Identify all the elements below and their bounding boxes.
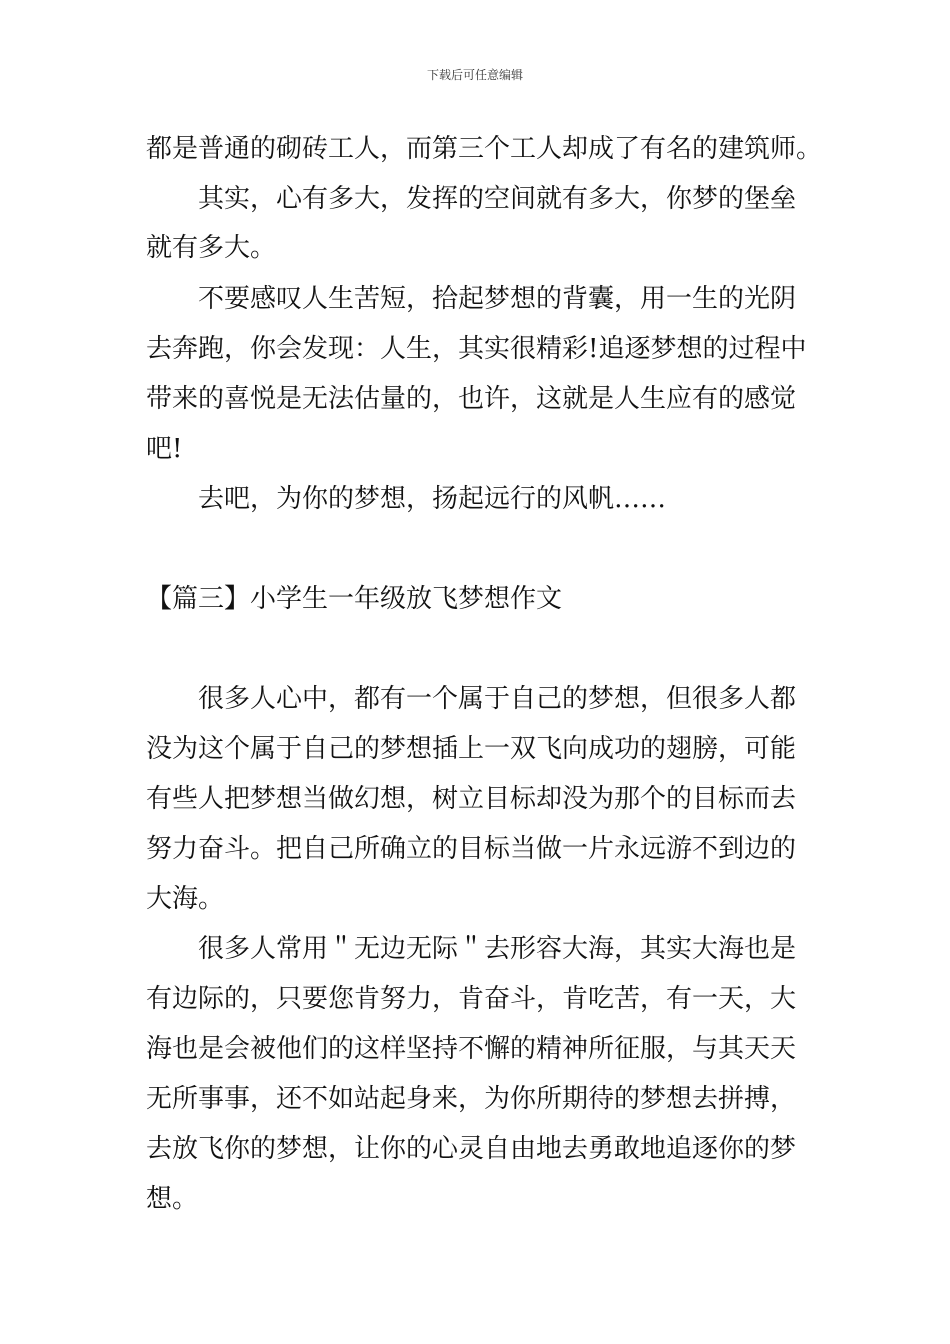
text-line: 去奔跑，你会发现：人生，其实很精彩!追逐梦想的过程中	[146, 334, 807, 364]
section-heading: 【篇三】小学生一年级放飞梦想作文	[146, 584, 563, 614]
text-line: 努力奋斗。把自己所确立的目标当做一片永远游不到边的	[146, 834, 797, 864]
text-line: 很多人心中，都有一个属于自己的梦想，但很多人都	[198, 684, 797, 714]
text-line: 有边际的，只要您肯努力，肯奋斗，肯吃苦，有一天，大	[146, 984, 797, 1014]
text-line: 无所事事，还不如站起身来，为你所期待的梦想去拼搏，	[146, 1084, 797, 1114]
text-line: 海也是会被他们的这样坚持不懈的精神所征服，与其天天	[146, 1034, 797, 1064]
text-line: 吧!	[146, 434, 183, 464]
text-line: 带来的喜悦是无法估量的，也许，这就是人生应有的感觉	[146, 384, 797, 414]
text-line: 不要感叹人生苦短，拾起梦想的背囊，用一生的光阴	[198, 284, 797, 314]
text-line: 去吧，为你的梦想，扬起远行的风帆……	[198, 484, 667, 514]
text-line: 都是普通的砌砖工人，而第三个工人却成了有名的建筑师。	[146, 134, 823, 164]
text-line: 去放飞你的梦想，让你的心灵自由地去勇敢地追逐你的梦	[146, 1134, 797, 1164]
text-line: 没为这个属于自己的梦想插上一双飞向成功的翅膀，可能	[146, 734, 797, 764]
text-line: 其实，心有多大，发挥的空间就有多大，你梦的堡垒	[198, 184, 797, 214]
text-line: 想。	[146, 1184, 199, 1214]
text-line: 就有多大。	[146, 233, 277, 263]
page-header: 下载后可任意编辑	[426, 68, 523, 82]
text-line: 大海。	[146, 884, 225, 914]
text-line: 有些人把梦想当做幻想，树立目标却没为那个的目标而去	[146, 784, 797, 814]
text-line: 很多人常用＂无边无际＂去形容大海，其实大海也是	[198, 934, 797, 964]
